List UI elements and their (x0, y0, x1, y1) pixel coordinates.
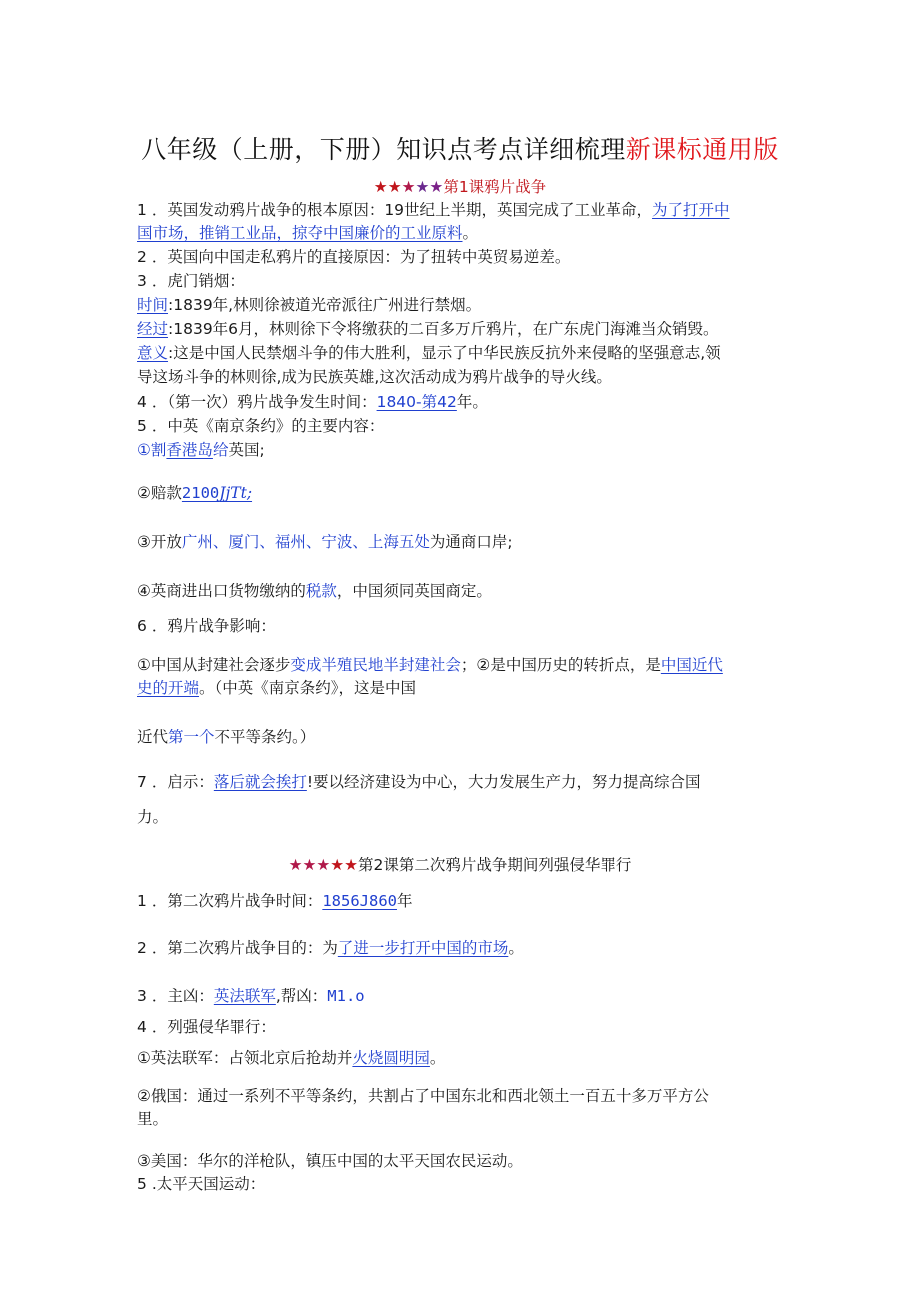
l1-item-7-cont: 力。 (137, 808, 169, 826)
l1-item-3-time: 时间:1839年,林则徐被道光帝派往广州进行禁烟。 (137, 296, 482, 314)
star-rating-icon: ★★★★★ (373, 178, 444, 196)
l1-item-1-cont: 国市场，推销工业品，掠夺中国廉价的工业原料。 (137, 224, 479, 242)
l1-item-5d: ④英商进出口货物缴纳的税款，中国须同英国商定。 (137, 582, 492, 600)
l2-item-4a: ①英法联军：占领北京后抢劫并火烧圆明园。 (137, 1049, 446, 1067)
l2-item-5: 5 .太平天国运动： (137, 1175, 266, 1193)
link-text[interactable]: 为了打开中 (652, 201, 730, 219)
l2-item-4: 4 ．列强侵华罪行： (137, 1018, 276, 1036)
l1-item-3-meaning: 意义:这是中国人民禁烟斗争的伟大胜利，显示了中华民族反抗外来侵略的坚强意志,领 (137, 344, 721, 362)
lesson-1-heading: ★★★★★第1课鸦片战争 (373, 178, 547, 196)
title-tag: 新课标通用版 (625, 135, 779, 164)
l2-item-3: 3 ．主凶：英法联军,帮凶：M1.o (137, 987, 365, 1005)
l1-item-4: 4 ．（第一次）鸦片战争发生时间：1840-第42年。 (137, 393, 488, 411)
l1-item-6b: 近代第一个不平等条约。） (137, 728, 316, 746)
l1-item-5b: ②赔款2100JjTt; (137, 484, 253, 502)
l1-item-6a-cont: 史的开端。（中英《南京条约》，这是中国 (137, 679, 417, 697)
l1-item-6: 6 ．鸦片战争影响： (137, 617, 276, 635)
star-rating-icon: ★★★★★ (288, 856, 359, 874)
l1-item-5a: ①割香港岛给英国; (137, 441, 265, 459)
lesson-2-heading: ★★★★★第2课第二次鸦片战争期间列强侵华罪行 (288, 856, 632, 874)
l2-item-2: 2 ．第二次鸦片战争目的：为了进一步打开中国的市场。 (137, 939, 524, 957)
l2-item-1: 1 ．第二次鸦片战争时间：1856J860年 (137, 892, 413, 910)
l1-item-3-process: 经过:1839年6月，林则徐下令将缴获的二百多万斤鸦片，在广东虎门海滩当众销毁。 (137, 320, 719, 338)
l1-item-3-meaning-cont: 导这场斗争的林则徐,成为民族英雄,这次活动成为鸦片战争的导火线。 (137, 368, 612, 386)
l1-item-5c: ③开放广州、厦门、福州、宁波、上海五处为通商口岸; (137, 533, 513, 551)
l1-item-7: 7 ．启示：落后就会挨打!要以经济建设为中心，大力发展生产力，努力提高综合国 (137, 773, 701, 791)
l1-item-3: 3 ．虎门销烟： (137, 272, 245, 290)
l1-item-5: 5 ．中英《南京条约》的主要内容： (137, 417, 385, 435)
l2-item-4b-cont: 里。 (137, 1110, 169, 1128)
page-title: 八年级（上册，下册）知识点考点详细梳理新课标通用版 (141, 135, 779, 164)
l2-item-4c: ③美国：华尔的洋枪队，镇压中国的太平天国农民运动。 (137, 1152, 523, 1170)
l1-item-2: 2 ．英国向中国走私鸦片的直接原因：为了扭转中英贸易逆差。 (137, 248, 571, 266)
l1-item-1: 1 ．英国发动鸦片战争的根本原因：19世纪上半期，英国完成了工业革命，为了打开中 (137, 201, 730, 219)
l2-item-4b: ②俄国：通过一系列不平等条约，共割占了中国东北和西北领土一百五十多万平方公 (137, 1087, 709, 1105)
l1-item-6a: ①中国从封建社会逐步变成半殖民地半封建社会；②是中国历史的转折点，是中国近代 (137, 656, 723, 674)
